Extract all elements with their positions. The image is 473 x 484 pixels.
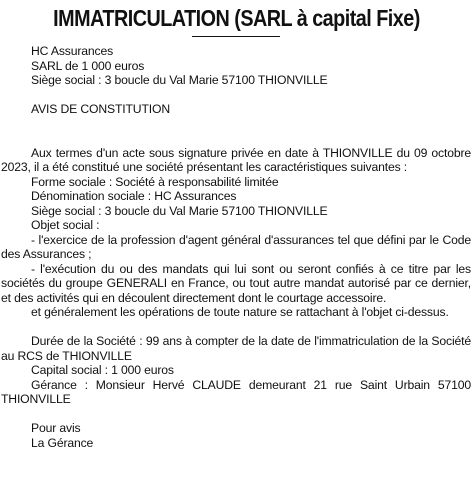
duration-line-2: au RCS de THIONVILLE <box>1 348 132 363</box>
spacer <box>1 407 471 422</box>
seat-line: Siège social : 3 boucle du Val Marie 57100 THIONVILLE <box>31 203 328 218</box>
name-line: Dénomination sociale : HC Assurances <box>31 189 237 203</box>
title-underline <box>192 36 280 37</box>
page-title: IMMATRICULATION (SARL à capital Fixe) <box>53 5 420 31</box>
spacer <box>1 117 471 146</box>
object-item-2-line-2: sociétés du groupe GENERALI en France, ou tout autre mandat autorisé par ce dernier, <box>1 276 471 290</box>
form-line: Forme sociale : Société à responsabilité limitée <box>31 174 279 189</box>
object-item-1-line-2: des Assurances ; <box>1 247 92 261</box>
object-label: Objet social : <box>31 218 100 232</box>
header-company: HC Assurances <box>31 44 114 58</box>
header-capital: SARL de 1 000 euros <box>31 58 145 73</box>
header-seat: Siège social : 3 boucle du Val Marie 57100 THIONVILLE <box>31 73 328 87</box>
object-item-2-line-1: - l'exécution du ou des mandats qui lui sont ou seront confiés à ce titre par les <box>31 261 471 276</box>
capital-line: Capital social : 1 000 euros <box>31 363 174 377</box>
management-line-1: Gérance : Monsieur Hervé CLAUDE demeurant 21 rue Saint Urbain 57100 <box>31 377 471 392</box>
intro-line-2: 2023, il a été constitué une société présentant les caractéristiques suivantes : <box>1 160 408 174</box>
object-general: et généralement les opérations de toute nature se rattachant à l'objet ci-dessus. <box>31 305 449 319</box>
object-item-2-line-3: et des activités qui en découlent directement dont le courtage accessoire. <box>1 290 387 305</box>
management-line-2: THIONVILLE <box>1 392 71 406</box>
spacer <box>1 320 471 335</box>
closing-line-2: La Gérance <box>31 435 94 450</box>
notice-heading: AVIS DE CONSTITUTION <box>31 102 170 116</box>
duration-line-1: Durée de la Société : 99 ans à compter de la date de l'immatriculation de la Société <box>31 334 471 348</box>
closing-line-1: Pour avis <box>31 421 81 435</box>
object-item-1-line-1: - l'exercice de la profession d'agent général d'assurances tel que défini par le Code <box>31 232 471 247</box>
spacer <box>1 88 471 103</box>
notice-body <box>1 44 471 450</box>
intro-line-1: Aux termes d'un acte sous signature privée en date à THIONVILLE du 09 octobre <box>31 145 471 160</box>
